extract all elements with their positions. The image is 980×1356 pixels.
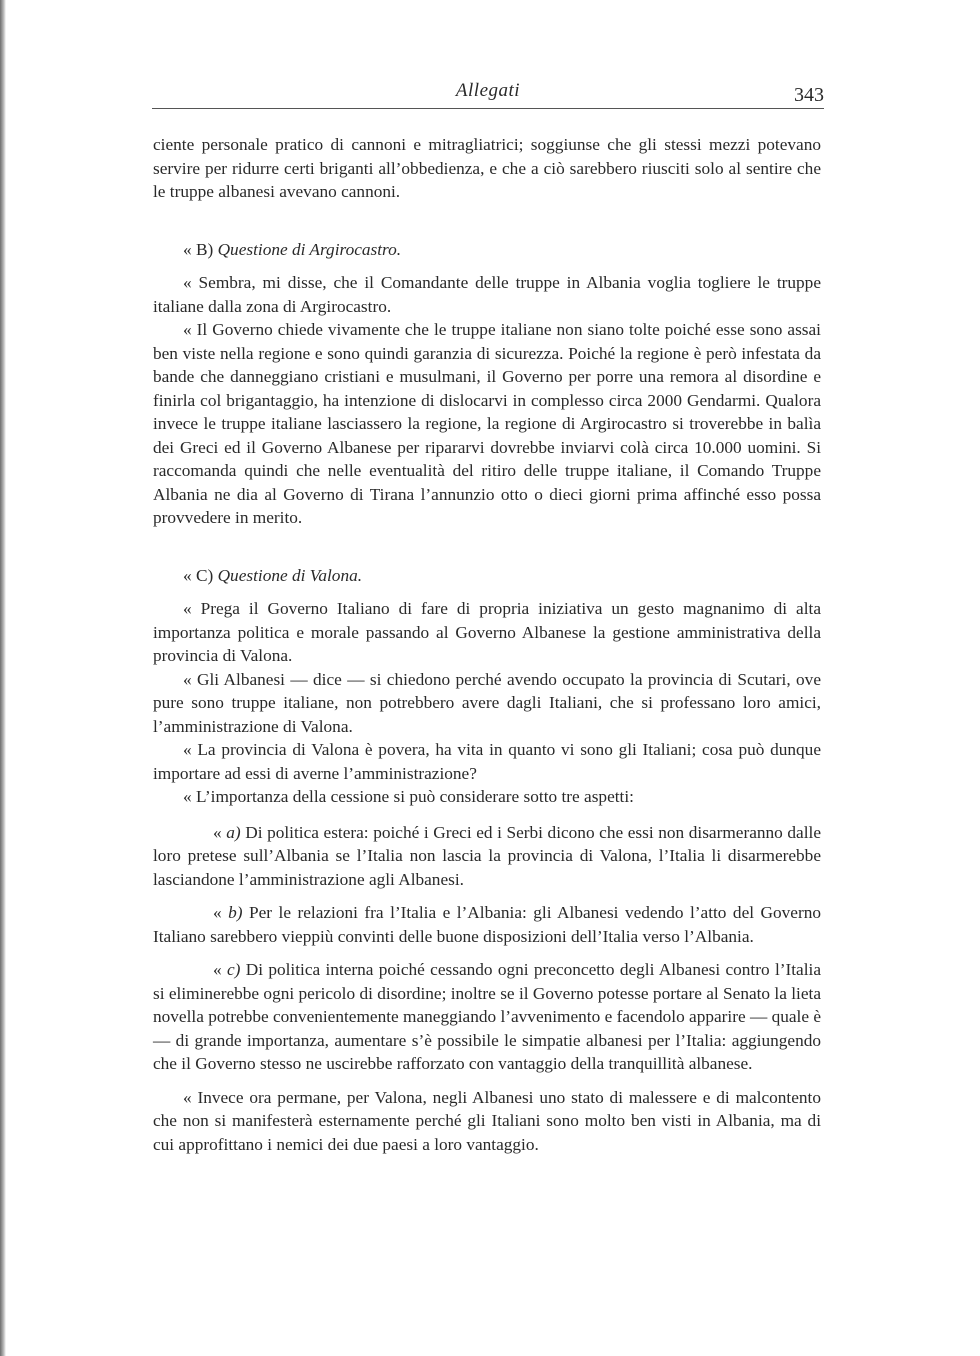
- book-binding-edge: [0, 0, 6, 1356]
- page-number: 343: [794, 84, 824, 106]
- paragraph-continuation: ciente personale pratico di cannoni e mitragliatrici; soggiunse che gli stessi mezzi potevano servire per ridurre certi briganti all’obbedienza, e che a ciò sarebbero riusciti solo al sentire che le truppe albanesi avevano cannoni.: [153, 135, 821, 201]
- item-c-label: c): [226, 960, 241, 979]
- item-b-prefix: «: [213, 903, 222, 922]
- item-b-label: b): [228, 903, 243, 922]
- running-header: [152, 78, 824, 114]
- item-a-label: a): [226, 822, 241, 842]
- section-b-prefix: « B): [183, 239, 214, 259]
- header-rule: [152, 108, 824, 109]
- section-heading-b: [153, 238, 821, 262]
- item-a-prefix: «: [213, 822, 222, 842]
- paragraph: « Prega il Governo Italiano di fare di propria iniziativa un gesto magnanimo di alta importanza politica e morale passando al Governo Albanese la gestione amministrativa della provincia di Valona.: [153, 599, 821, 665]
- page-body: [153, 133, 821, 1156]
- list-item-b: [153, 901, 821, 948]
- item-c-text: Di politica interna poiché cessando ogni preconcetto degli Albanesi contro l’Italia si eliminerebbe ogni pericolo di disordine; inoltre se il Governo potesse portare al Senato la lieta novella potrebbe convenientemente maneggiando l’avvenimento e facendolo apparire — quale è — di grande importanza, aumentare s’è possibile le simpatie albanesi per l’Italia: aggiungendo che il Governo stesso ne uscirebbe rafforzato con vantaggio della tranquillità albanese.: [153, 960, 822, 1073]
- paragraph: « Invece ora permane, per Valona, negli Albanesi uno stato di malessere e di malcontento che non si manifesterà esternamente perché gli Italiani sono molto ben visti in Albania, ma di cui approfittano i nemici dei due paesi a loro vantaggio.: [153, 1087, 821, 1154]
- item-b-text: Per le relazioni fra l’Italia e l’Albania: gli Albanesi vedendo l’atto del Governo Italiano sarebbero vieppiù convinti delle buone disposizioni dell’Italia verso l’Albania.: [153, 903, 821, 946]
- paragraph: « L’importanza della cessione si può considerare sotto tre aspetti:: [183, 787, 634, 806]
- list-item-c: [153, 958, 821, 1076]
- paragraph: « Il Governo chiede vivamente che le truppe italiane non siano tolte poiché esse sono assai ben viste nella regione e sono quindi garanzia di sicurezza. Poiché la regione è però infestata da bande che danneggiano cristiani e musulmani, il Governo per porre una remora al disordine e finirla col brigantaggio, ha intenzione di dislocarvi in complesso circa 2000 Gendarmi. Qualora invece le truppe italiane lasciassero la regione, la regione di Argirocastro si troverebbe in balìa dei Greci ed il Governo Albanese per ripararvi dovrebbe inviarvi colà circa 10.000 uomini. Si raccomanda quindi che nelle eventualità del ritiro delle truppe italiane, il Comando Truppe Albania ne dia al Governo di Tirana l’annunzio otto o dieci giorni prima affinché esso possa provvedere in merito.: [153, 320, 821, 527]
- section-heading-c: [153, 564, 821, 588]
- section-c-prefix: « C): [183, 565, 214, 585]
- item-c-prefix: «: [213, 960, 222, 979]
- paragraph: « Sembra, mi disse, che il Comandante delle truppe in Albania voglia togliere le truppe italiane dalla zona di Argirocastro.: [153, 273, 821, 316]
- section-b-title: Questione di Argirocastro.: [217, 239, 402, 259]
- section-c-title: Questione di Valona.: [217, 565, 363, 585]
- paragraph: « Gli Albanesi — dice — si chiedono perché avendo occupato la provincia di Scutari, ove pure sono truppe italiane, non potrebbero avere dagli Italiani, che si professano loro amici, l’amministrazione di Valona.: [153, 669, 821, 736]
- paragraph: « La provincia di Valona è povera, ha vita in quanto vi sono gli Italiani; cosa può dunque importare ad essi di averne l’amministrazione?: [153, 740, 821, 783]
- item-a-text: Di politica estera: poiché i Greci ed i Serbi dicono che essi non disarmeranno dalle loro pretese sull’Albania se l’Italia non lascia la provincia di Valona, l’Italia li disarmerebbe lasciandone l’amministrazione agli Albanesi.: [153, 822, 821, 889]
- running-title: Allegati: [455, 80, 521, 101]
- list-item-a: [153, 821, 821, 892]
